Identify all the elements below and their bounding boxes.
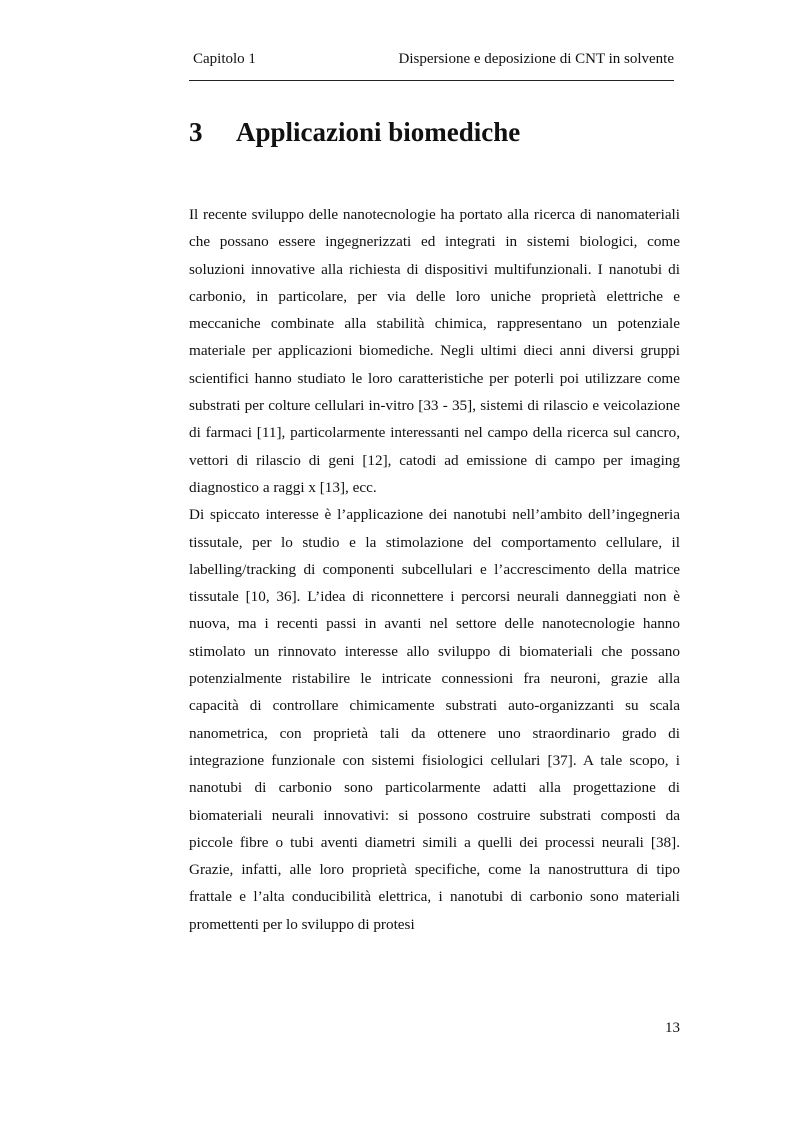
section-heading: [189, 114, 679, 150]
body-text: [189, 201, 680, 938]
page-number: 13: [665, 1020, 680, 1036]
running-header: [193, 49, 674, 69]
header-chapter: Capitolo 1: [193, 51, 256, 67]
section-number: 3: [189, 117, 203, 147]
header-title: Dispersione e deposizione di CNT in solvente: [398, 51, 674, 67]
paragraph-1: Il recente sviluppo delle nanotecnologie ha portato alla ricerca di nanomateriali che possano essere ingegnerizzati ed integrati in sistemi biologici, come soluzioni innovative alla richiesta di dispositivi multifunzionali. I nanotubi di carbonio, in particolare, per via delle loro uniche proprietà elettriche e meccaniche combinate alla stabilità chimica, rappresentano un potenziale materiale per applicazioni biomediche. Negli ultimi dieci anni diversi gruppi scientifici hanno studiato le loro caratteristiche per poterli poi utilizzare come substrati per colture cellulari in-vitro [33 - 35], sistemi di rilascio e veicolazione di farmaci [11], particolarmente interessanti nel campo della ricerca sul cancro, vettori di rilascio di geni [12], catodi ad emissione di campo per imaging diagnostico a raggi x [13], ecc.: [189, 206, 680, 496]
paragraph-2: Di spiccato interesse è l’applicazione dei nanotubi nell’ambito dell’ingegneria tissutale, per lo studio e la stimolazione del comportamento cellulare, il labelling/tracking di componenti subcellulari e l’accrescimento della matrice tissutale [10, 36]. L’idea di riconnettere i percorsi neurali danneggiati non è nuova, ma i recenti passi in avanti nel settore delle nanotecnologie hanno stimolato un rinnovato interesse allo sviluppo di biomateriali che possano potenzialmente ristabilire le intricate connessioni fra neuroni, grazie alla capacità di controllare chimicamente substrati auto-organizzanti su scala nanometrica, con proprietà tali da ottenere uno straordinario grado di integrazione funzionale con sistemi fisiologici cellulari [37]. A tale scopo, i nanotubi di carbonio sono particolarmente adatti alla progettazione di biomateriali neurali innovativi: si possono costruire substrati composti da piccole fibre o tubi aventi diametri simili a quelli dei processi neurali [38]. Grazie, infatti, alle loro proprietà specifiche, come la nanostruttura di tipo frattale e l’alta conducibilità elettrica, i nanotubi di carbonio sono materiali promettenti per lo sviluppo di protesi: [189, 506, 680, 933]
header-divider: [189, 80, 674, 81]
section-title: Applicazioni biomediche: [236, 117, 521, 147]
